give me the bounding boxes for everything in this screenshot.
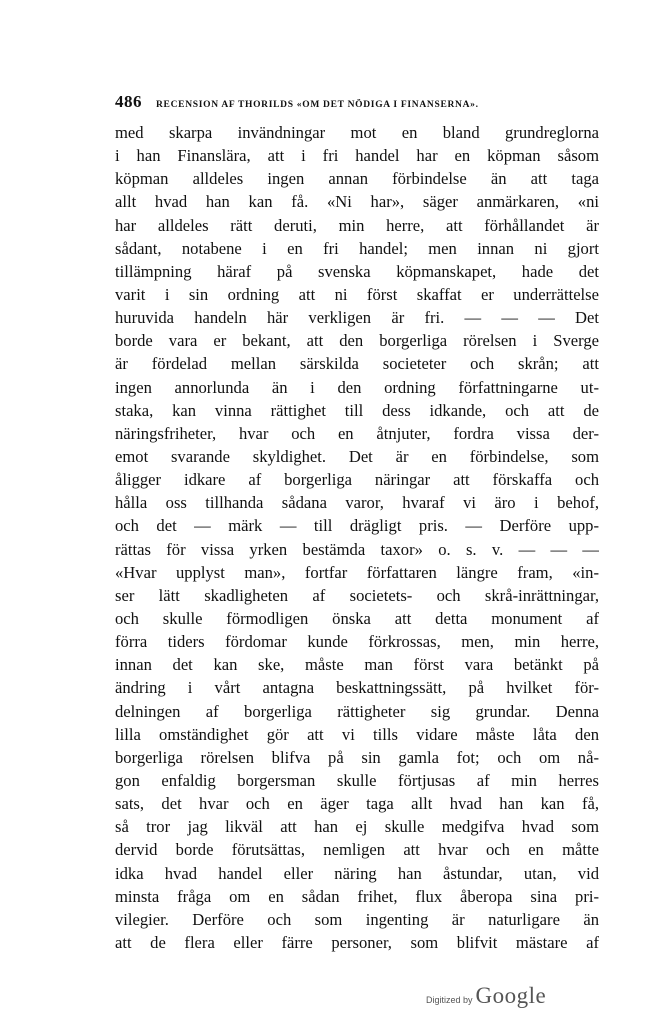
text-line: tillämpning häraf på svenska köpmanskapet, hade det: [115, 261, 599, 281]
text-line: med skarpa invändningar mot en bland grundreglorna: [115, 123, 599, 142]
google-logo: Google: [475, 983, 547, 1008]
text-line: ingen annorlunda än i den ordning författningarne ut-: [115, 377, 599, 397]
text-line: huruvida handeln här verkligen är fri. — — — Det: [115, 308, 599, 328]
text-line: sats, det hvar och en äger taga allt hvad han kan få,: [115, 794, 599, 814]
text-line: dervid borde förutsättas, nemligen att hvar och en måtte: [115, 840, 599, 860]
text-line: «Hvar upplyst man», fortfar författaren längre fram, «in-: [115, 562, 599, 582]
text-line: vilegier. Derföre och som ingenting är naturligare än: [115, 909, 599, 929]
text-line: förra tiders fördomar kunde förkrossas, men, min herre,: [115, 632, 599, 652]
text-line: borde vara er bekant, att den borgerliga rörelsen i Sverge: [115, 331, 599, 351]
page-header: [115, 92, 605, 116]
text-line: köpman alldeles ingen annan förbindelse än att taga: [115, 169, 599, 189]
text-line: och skulle förmodligen önska att detta monument af: [115, 608, 599, 628]
running-head: RECENSION AF THORILDS «OM DET NÖDIGA I FINANSERNA».: [156, 100, 479, 110]
text-line: att de flera eller färre personer, som blifvit mästare af: [115, 932, 599, 952]
text-line: ser lätt skadligheten af societets- och skrå-inrättningar,: [115, 585, 599, 605]
text-line: delningen af borgerliga rättigheter sig grundar. Denna: [115, 701, 599, 721]
watermark-prefix: Digitized by: [426, 995, 473, 1005]
text-line: näringsfriheter, hvar och en åtnjuter, fordra vissa der-: [115, 423, 599, 443]
text-line: så tror jag likväl att han ej skulle medgifva hvad som: [115, 817, 599, 837]
text-line: borgerliga rörelsen blifva på sin gamla fot; och om nå-: [115, 747, 599, 767]
text-line: emot svarande skyldighet. Det är en förbindelse, som: [115, 446, 599, 466]
text-line: minsta fråga om en sådan frihet, flux åberopa sina pri-: [115, 886, 599, 906]
text-line: allt hvad han kan få. «Ni har», säger anmärkaren, «ni: [115, 192, 599, 212]
text-line: har alldeles rätt deruti, min herre, att förhållandet är: [115, 215, 599, 235]
text-line: idka hvad handel eller näring han åstundar, utan, vid: [115, 863, 599, 883]
text-line: ändring i vårt antagna beskattningssätt, på hvilket för-: [115, 678, 599, 698]
body-text: [115, 121, 599, 954]
text-line: i han Finanslära, att i fri handel har en köpman såsom: [115, 146, 599, 166]
text-line: varit i sin ordning att ni först skaffat er underrättelse: [115, 284, 599, 304]
text-line: gon enfaldig borgersman skulle förtjusas af min herres: [115, 770, 599, 790]
text-line: är fördelad mellan särskilda societeter och skrån; att: [115, 354, 599, 374]
text-line: sådant, notabene i en fri handel; men innan ni gjort: [115, 238, 599, 258]
text-line: rättas för vissa yrken bestämda taxor» o. s. v. — — —: [115, 539, 599, 559]
text-line: hålla oss tillhanda sådana varor, hvaraf vi äro i behof,: [115, 493, 599, 513]
text-line: innan det kan ske, måste man först vara betänkt på: [115, 655, 599, 675]
page-number: 486: [115, 92, 142, 111]
text-line: och det — märk — till drägligt pris. — Derföre upp-: [115, 516, 599, 536]
text-line: staka, kan vinna rättighet till dess idkande, och att de: [115, 400, 599, 420]
text-line: lilla omständighet gör att vi tills vidare måste låta den: [115, 724, 599, 744]
digitized-by-google-watermark: [426, 983, 546, 1013]
text-line: åligger idkare af borgerliga näringar att förskaffa och: [115, 470, 599, 490]
